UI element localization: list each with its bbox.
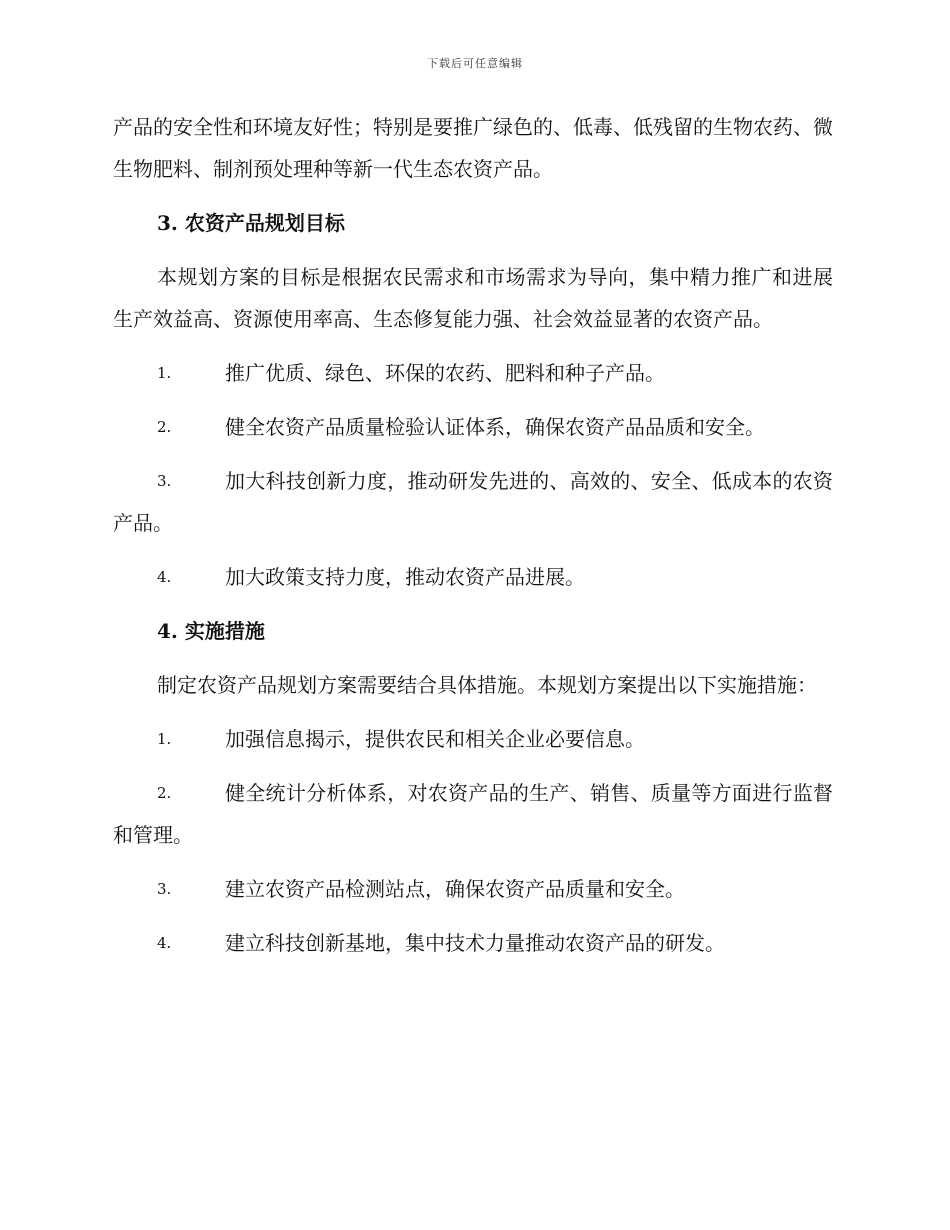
list-number: 2. xyxy=(157,418,172,436)
list-text: 建立农资产品检测站点，确保农资产品质量和安全。 xyxy=(225,877,685,901)
list-number: 1. xyxy=(157,730,172,748)
list-item xyxy=(113,556,833,598)
list-number: 4. xyxy=(157,934,172,952)
list-item xyxy=(113,352,833,394)
list-item xyxy=(113,868,833,910)
list-item xyxy=(113,460,833,544)
list-text: 加大科技创新力度，推动研发先进的、高效的、安全、低成本的农资产品。 xyxy=(113,469,833,535)
page-header: 下载后可任意编辑 xyxy=(427,57,523,70)
list-text: 加大政策支持力度，推动农资产品进展。 xyxy=(225,565,585,589)
list-item xyxy=(113,922,833,964)
list-text: 健全统计分析体系，对农资产品的生产、销售、质量等方面进行监督和管理。 xyxy=(113,781,833,847)
document-body xyxy=(113,106,833,964)
list-item xyxy=(113,406,833,448)
list-item xyxy=(113,772,833,856)
list-number: 1. xyxy=(157,364,172,382)
list-number: 2. xyxy=(157,784,172,802)
list-text: 健全农资产品质量检验认证体系，确保农资产品品质和安全。 xyxy=(225,415,765,439)
list-number: 4. xyxy=(157,568,172,586)
section-3-paragraph: 本规划方案的目标是根据农民需求和市场需求为导向，集中精力推广和进展生产效益高、资源使用率高、生态修复能力强、社会效益显著的农资产品。 xyxy=(113,265,833,331)
list-number: 3. xyxy=(157,880,172,898)
list-text: 推广优质、绿色、环保的农药、肥料和种子产品。 xyxy=(225,361,665,385)
section-4-paragraph: 制定农资产品规划方案需要结合具体措施。本规划方案提出以下实施措施： xyxy=(157,673,817,697)
section-3-heading: 3. 农资产品规划目标 xyxy=(157,211,345,235)
intro-paragraph: 产品的安全性和环境友好性；特别是要推广绿色的、低毒、低残留的生物农药、微生物肥料、制剂预处理种等新一代生态农资产品。 xyxy=(113,115,833,181)
list-number: 3. xyxy=(157,472,172,490)
list-item xyxy=(113,718,833,760)
list-text: 建立科技创新基地，集中技术力量推动农资产品的研发。 xyxy=(225,931,725,955)
section-4-heading: 4. 实施措施 xyxy=(157,619,265,643)
list-text: 加强信息揭示，提供农民和相关企业必要信息。 xyxy=(225,727,645,751)
